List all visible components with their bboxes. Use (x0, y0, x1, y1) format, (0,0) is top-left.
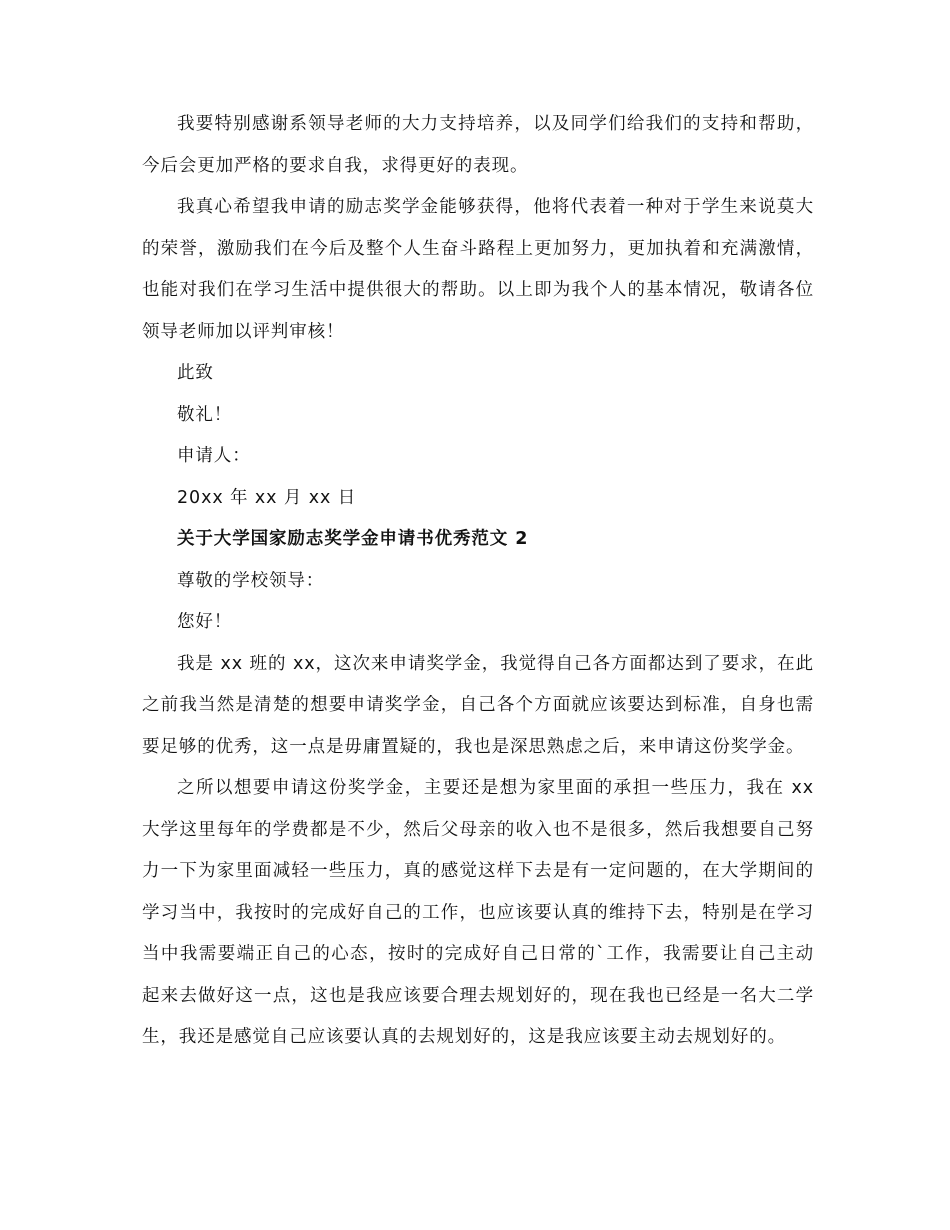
body-paragraph: 我真心希望我申请的励志奖学金能够获得，他将代表着一种对于学生来说莫大的荣誉，激励我们在今后及整个人生奋斗路程上更加努力，更加执着和充满激情，也能对我们在学习生活中提供很大的帮助。以上即为我个人的基本情况，敬请各位领导老师加以评判审核！ (142, 197, 814, 342)
body-paragraph: 之所以想要申请这份奖学金，主要还是想为家里面的承担一些压力，我在 xx 大学这里每年的学费都是不少，然后父母亲的收入也不是很多，然后我想要自己努力一下为家里面减轻一些压力，真的感觉这样下去是有一定问题的，在大学期间的学习当中，我按时的完成好自己的工作，也应该要认真的维持下去，特别是在学习当中我需要端正自己的心态，按时的完成好自己日常的`工作，我需要让自己主动起来去做好这一点，这也是我应该要合理去规划好的，现在我也已经是一名大二学生，我还是感觉自己应该要认真的去规划好的，这是我应该要主动去规划好的。 (142, 778, 814, 1047)
body-paragraph: 我是 xx 班的 xx，这次来申请奖学金，我觉得自己各方面都达到了要求，在此之前我当然是清楚的想要申请奖学金，自己各个方面就应该要达到标准，自身也需要足够的优秀，这一点是毋庸置疑的，我也是深思熟虑之后，来申请这份奖学金。 (142, 653, 814, 757)
date-line: 20xx 年 xx 月 xx 日 (177, 487, 357, 508)
document-body (142, 104, 814, 1059)
letter-salutation: 尊敬的学校领导： (177, 570, 325, 591)
closing-regards: 敬礼！ (177, 404, 233, 425)
closing-salutation: 此致 (177, 363, 214, 383)
section-heading: 关于大学国家励志奖学金申请书优秀范文 2 (177, 529, 529, 549)
body-paragraph: 我要特别感谢系领导老师的大力支持培养，以及同学们给我们的支持和帮助，今后会更加严格的要求自我，求得更好的表现。 (142, 114, 814, 176)
applicant-signature-line: 申请人： (177, 446, 251, 466)
greeting: 您好！ (177, 612, 233, 632)
